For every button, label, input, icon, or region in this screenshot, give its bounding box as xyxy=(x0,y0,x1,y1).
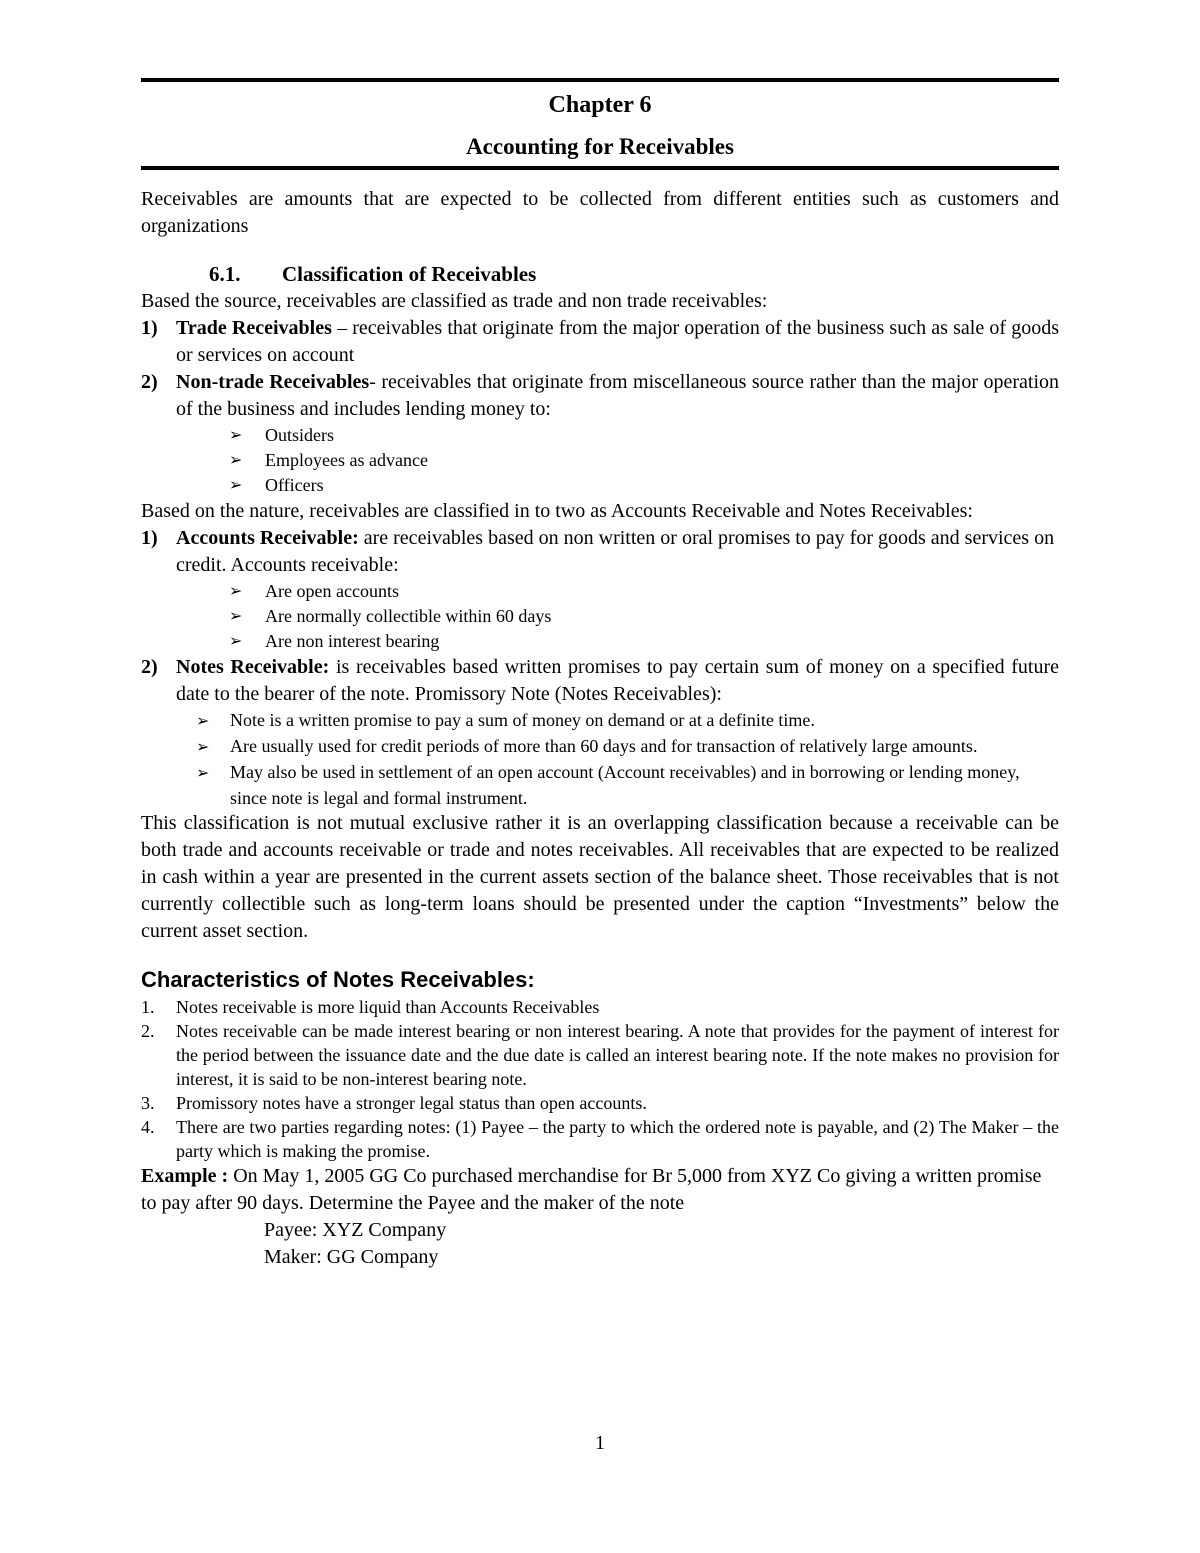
item-text: Notes receivable is more liquid than Accounts Receivables xyxy=(176,997,600,1017)
item-number: 1. xyxy=(141,997,155,1017)
intro-paragraph: Receivables are amounts that are expected to be collected from different entities such as customers and organizations xyxy=(141,188,1059,237)
section-heading xyxy=(141,260,1059,288)
arrow-bullet-icon xyxy=(196,762,230,786)
item-number: 3. xyxy=(141,1093,155,1113)
list-item xyxy=(196,708,1059,734)
nontrade-receivables-item xyxy=(141,369,1059,423)
list-item xyxy=(141,1091,1059,1115)
item-text: Notes receivable can be made interest bearing or non interest bearing. A note that provides for the payment of interest for the period between the issuance date and the due date is called an interest bearing note. If the note makes no provision for interest, it is said to be non-interest bearing note. xyxy=(176,1021,1059,1089)
item-number: 4. xyxy=(141,1117,155,1137)
list-item: ➢ Officers xyxy=(229,473,1059,498)
title-rule xyxy=(141,166,1059,170)
item-text: - receivables that originate from miscellaneous source rather than the major operation of the business and includes lending money to: xyxy=(176,371,1059,420)
list-item xyxy=(141,995,1059,1019)
item-text: are receivables based on non written or oral promises to pay for goods and services on credit. Accounts receivable: xyxy=(176,527,1055,576)
item-label: 2) xyxy=(141,371,158,393)
item-text: There are two parties regarding notes: (1) Payee – the party to which the ordered note is payable, and (2) The Maker – the party which is making the promise. xyxy=(176,1117,1059,1161)
notes-bullets xyxy=(141,708,1059,810)
notes-receivable-item xyxy=(141,654,1059,708)
list-item xyxy=(141,1115,1059,1163)
document-title: Accounting for Receivables xyxy=(466,134,734,159)
item-term: Notes Receivable: xyxy=(176,656,330,678)
list-item: ➢ Are open accounts xyxy=(229,579,1059,604)
list-item-text: Note is a written promise to pay a sum of money on demand or at a definite time. xyxy=(230,710,815,730)
overlap-paragraph: This classification is not mutual exclusive rather it is an overlapping classification because a receivable can be both trade and accounts receivable or trade and notes receivables. All receivables that are expected to be realized in cash within a year are presented in the current assets section of the balance sheet. Those receivables that is not currently collectible such as long-term loans should be presented under the caption “Investments” below the current asset section. xyxy=(141,812,1059,942)
trade-receivables-item xyxy=(141,315,1059,369)
accounts-receivable-item xyxy=(141,525,1059,579)
characteristics-list xyxy=(141,995,1059,1163)
list-item: ➢ Are non interest bearing xyxy=(229,629,1059,654)
list-item xyxy=(196,734,1059,760)
example-paragraph xyxy=(141,1163,1059,1217)
list-item-text: May also be used in settlement of an open account (Account receivables) and in borrowing or lending money, since note is legal and formal instrument. xyxy=(230,762,1020,808)
arrow-bullet-icon xyxy=(196,736,230,760)
source-lead: Based the source, receivables are classified as trade and non trade receivables: xyxy=(141,290,768,312)
list-item: ➢ Employees as advance xyxy=(229,448,1059,473)
example-text: On May 1, 2005 GG Co purchased merchandise for Br 5,000 from XYZ Co giving a written promise to pay after 90 days. Determine the Payee and the maker of the note xyxy=(141,1165,1042,1214)
item-term: Accounts Receivable: xyxy=(176,527,359,549)
characteristics-heading: Characteristics of Notes Receivables: xyxy=(141,967,535,992)
accounts-bullets xyxy=(141,579,1059,654)
section-number: 6.1. xyxy=(209,262,241,286)
list-item xyxy=(196,760,1059,810)
list-item: ➢ Outsiders xyxy=(229,423,1059,448)
item-label: 1) xyxy=(141,527,158,549)
nontrade-bullets xyxy=(141,423,1059,498)
list-item xyxy=(141,1019,1059,1091)
list-item-text: Are usually used for credit periods of more than 60 days and for transaction of relatively large amounts. xyxy=(230,736,978,756)
item-text: Promissory notes have a stronger legal status than open accounts. xyxy=(176,1093,647,1113)
item-term: Non-trade Receivables xyxy=(176,371,370,393)
item-label: 1) xyxy=(141,317,158,339)
chapter-title: Chapter 6 xyxy=(548,92,652,118)
maker-line: Maker: GG Company xyxy=(264,1246,439,1268)
example-label: Example : xyxy=(141,1165,229,1187)
item-label: 2) xyxy=(141,656,158,678)
nature-lead: Based on the nature, receivables are classified in to two as Accounts Receivable and Notes Receivables: xyxy=(141,500,973,522)
section-title: Classification of Receivables xyxy=(282,262,537,286)
payee-line: Payee: XYZ Company xyxy=(264,1219,447,1241)
item-text: is receivables based written promises to pay certain sum of money on a specified future date to the bearer of the note. Promissory Note (Notes Receivables): xyxy=(176,656,1059,705)
top-rule xyxy=(141,78,1059,82)
page-number: 1 xyxy=(595,1432,605,1454)
arrow-bullet-icon xyxy=(196,710,230,734)
item-text: – receivables that originate from the major operation of the business such as sale of goods or services on account xyxy=(176,317,1059,366)
item-number: 2. xyxy=(141,1021,155,1041)
document-page xyxy=(141,78,1059,1271)
list-item: ➢ Are normally collectible within 60 days xyxy=(229,604,1059,629)
item-term: Trade Receivables xyxy=(176,317,332,339)
